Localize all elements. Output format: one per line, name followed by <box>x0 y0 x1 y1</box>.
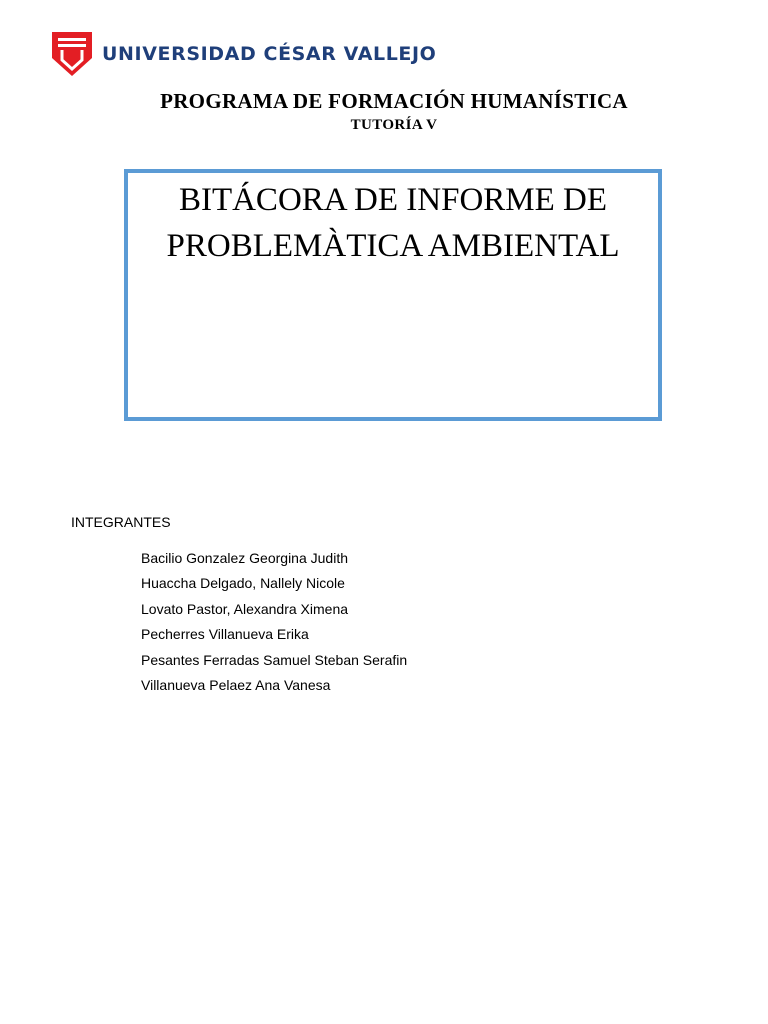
member-name: Huaccha Delgado, Nallely Nicole <box>141 575 345 592</box>
university-name: UNIVERSIDAD CÉSAR VALLEJO <box>102 43 437 65</box>
member-name: Pesantes Ferradas Samuel Steban Serafin <box>141 651 408 668</box>
document-title-line-2: PROBLEMÀTICA AMBIENTAL <box>166 228 620 264</box>
members-heading: INTEGRANTES <box>71 514 171 530</box>
member-name: Villanueva Pelaez Ana Vanesa <box>141 677 331 694</box>
member-name: Bacilio Gonzalez Georgina Judith <box>141 550 349 566</box>
program-title: PROGRAMA DE FORMACIÓN HUMANÍSTICA <box>160 89 628 113</box>
document-title-line-1: BITÁCORA DE INFORME DE <box>178 182 608 218</box>
member-name: Pecherres Villanueva Erika <box>141 626 309 643</box>
university-logo <box>50 30 436 78</box>
member-name: Lovato Pastor, Alexandra Ximena <box>141 600 349 617</box>
members-list <box>141 546 407 698</box>
program-subtitle: TUTORÍA V <box>350 117 438 133</box>
document-title-box <box>124 169 662 421</box>
university-emblem-icon <box>50 30 94 78</box>
